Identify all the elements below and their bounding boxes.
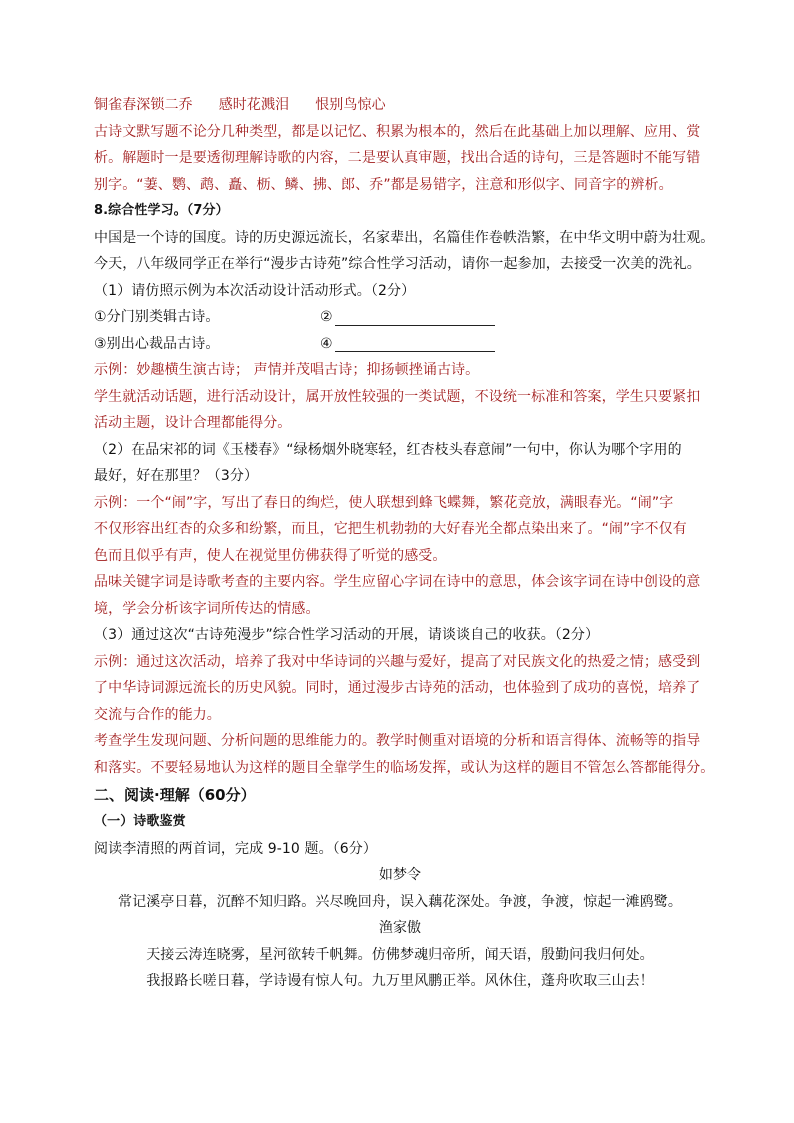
analysis-line: 学生就活动话题，进行活动设计，属开放性较强的一类试题，不设统一标准和答案，学生只要紧扣 bbox=[94, 388, 701, 405]
analysis-line: 古诗文默写题不论分几种类型，都是以记忆、积累为根本的，然后在此基础上加以理解、应用、赏 bbox=[94, 123, 701, 140]
fill-item-2-label: ② bbox=[320, 309, 333, 325]
subquestion-3: （3）通过这次“古诗苑漫步”综合性学习活动的开展，请谈谈自己的收获。（2分） bbox=[94, 627, 600, 643]
example-3-line: 了中华诗词源远流长的历史风貌。同时，通过漫步古诗苑的活动，也体验到了成功的喜悦，培养了 bbox=[94, 680, 701, 696]
analysis-line: 考查学生发现问题、分析问题的思维能力的。教学时侧重对语境的分析和语言得体、流畅等的指导 bbox=[94, 733, 701, 749]
answer-line-poems bbox=[94, 92, 706, 119]
question-8-title: 8.综合性学习。（7分） bbox=[94, 203, 229, 218]
fill-item-4-label: ④ bbox=[320, 335, 333, 352]
subquestion-2-line: 最好，好在那里？（3分） bbox=[94, 468, 259, 484]
example-2-line: 色而且似乎有声，使人在视觉里仿佛获得了听觉的感受。 bbox=[94, 547, 447, 564]
answer-poem-c: 恨别鸟惊心 bbox=[315, 97, 386, 113]
poem-1-title: 如梦令 bbox=[378, 867, 422, 883]
analysis-line: 别字。“萋、鹦、鹉、矗、枥、鳞、拂、郎、乔”都是易错字，注意和形似字、同音字的辨析。 bbox=[94, 176, 673, 193]
example-3-line: 示例：通过这次活动，培养了我对中华诗词的兴趣与爱好，提高了对民族文化的热爱之情；感受到 bbox=[94, 653, 701, 670]
subquestion-1: （1）请仿照示例为本次活动设计活动形式。（2分） bbox=[94, 282, 416, 299]
poem-2-line: 我报路长嗟日暮，学诗谩有惊人句。九万里风鹏正举。风休住，蓬舟吹取三山去！ bbox=[146, 973, 654, 989]
subquestion-2-line: （2）在品宋祁的词《玉楼春》“绿杨烟外晓寒轻，红杏枝头春意闹”一句中，你认为哪个字用的 bbox=[94, 441, 682, 458]
fill-blank-4[interactable] bbox=[335, 335, 495, 352]
fill-row-1 bbox=[94, 304, 706, 331]
fill-row-2 bbox=[94, 331, 706, 358]
example-3-line: 交流与合作的能力。 bbox=[94, 706, 221, 723]
analysis-line: 和落实。不要轻易地认为这样的题目全靠学生的临场发挥，或认为这样的题目不管怎么答都能得分。 bbox=[94, 759, 715, 776]
example-2-line: 示例：一个“闹”字，写出了春日的绚烂，使人联想到蜂飞蝶舞，繁花竞放，满眼春光。“闹”字 bbox=[94, 494, 674, 511]
poem-2-title: 渔家傲 bbox=[378, 920, 422, 936]
section-2-title: 二、阅读·理解（60分） bbox=[94, 786, 256, 804]
question-intro-line: 今天，八年级同学正在举行“漫步古诗苑”综合性学习活动，请你一起参加，去接受一次美的洗礼。 bbox=[94, 256, 701, 272]
document-page bbox=[94, 92, 715, 995]
fill-blank-2[interactable] bbox=[335, 309, 495, 326]
reading-instructions: 阅读李清照的两首词，完成 9-10 题。（6分） bbox=[94, 840, 377, 857]
fill-item-1: ①分门别类辑古诗。 bbox=[94, 309, 220, 325]
subsection-title: （一）诗歌鉴赏 bbox=[94, 814, 186, 829]
analysis-line: 品味关键字词是诗歌考查的主要内容。学生应留心字词在诗中的意思，体会该字词在诗中创设的意 bbox=[94, 574, 701, 590]
example-2-line: 不仅形容出红杏的众多和纷繁，而且，它把生机勃勃的大好春光全都点染出来了。“闹”字不仅有 bbox=[94, 521, 687, 537]
poem-2-line: 天接云涛连晓雾，星河欲转千帆舞。仿佛梦魂归帝所，闻天语，殷勤问我归何处。 bbox=[146, 946, 654, 963]
example-1: 示例：妙趣横生演古诗； 声情并茂唱古诗；抑扬顿挫诵古诗。 bbox=[94, 362, 480, 378]
analysis-line: 境，学会分析该字词所传达的情感。 bbox=[94, 600, 320, 617]
analysis-line: 析。解题时一是要透彻理解诗歌的内容，二是要认真审题，找出合适的诗句，三是答题时不能写错 bbox=[94, 150, 701, 166]
analysis-line: 活动主题，设计合理都能得分。 bbox=[94, 415, 292, 431]
question-intro-line: 中国是一个诗的国度。诗的历史源远流长，名家辈出，名篇佳作卷帙浩繁，在中华文明中蔚为壮观。 bbox=[94, 229, 715, 246]
answer-poem-a: 铜雀春深锁二乔 bbox=[94, 97, 193, 113]
answer-poem-b: 感时花溅泪 bbox=[218, 97, 290, 113]
poem-1-body: 常记溪亭日暮，沉醉不知归路。兴尽晚回舟，误入藕花深处。争渡，争渡，惊起一滩鸥鹭。 bbox=[118, 893, 682, 910]
fill-item-3: ③别出心裁品古诗。 bbox=[94, 335, 220, 352]
